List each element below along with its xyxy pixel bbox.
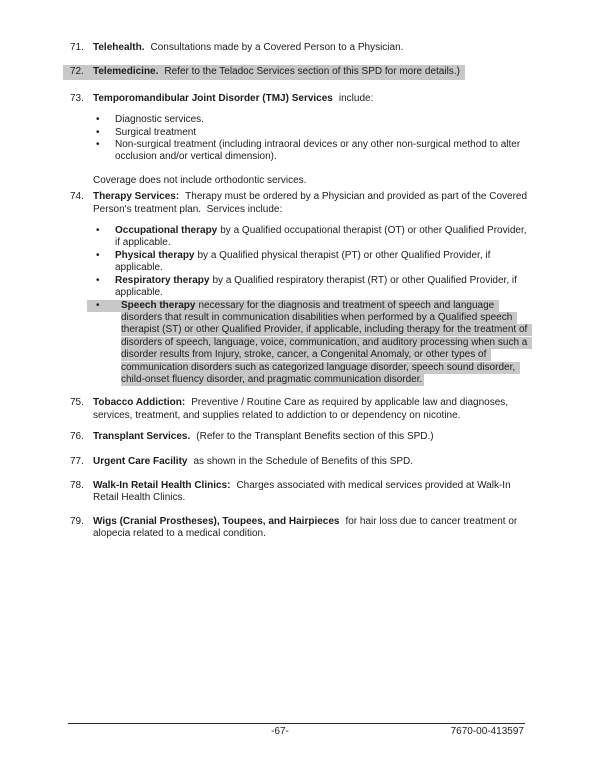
bullet-icon: • [96, 139, 100, 151]
item-term: Transplant Services. [93, 431, 191, 443]
definition-item-74 [70, 191, 532, 216]
item-number: 72. [70, 66, 84, 78]
item-text: (Refer to the Transplant Benefits section of this SPD.) [196, 431, 434, 443]
definition-item-71 [70, 42, 532, 54]
item-term: Urgent Care Facility [93, 455, 188, 467]
definition-item-72-highlighted [63, 65, 465, 79]
bullet-icon: • [87, 300, 121, 312]
bullet-lead: Speech therapy [121, 299, 196, 311]
item-text: Therapy must be ordered by a Physician and provided as part of the Covered Person's treatment plan. Services include: [93, 191, 530, 215]
highlighted-passage [121, 300, 532, 386]
bullet-icon: • [96, 249, 100, 261]
bullet-icon: • [96, 114, 100, 126]
item-text: Preventive / Routine Care as required by applicable law and diagnoses, services, treatment, and supplies related to addiction to or dependency on nicotine. [93, 397, 511, 421]
bullet-item [70, 250, 532, 275]
bullet-lead: Physical therapy [115, 249, 195, 261]
bullet-text: necessary for the diagnosis and treatment of speech and language disorders that result in communication disabilities when performed by a Qualified speech therapist (ST) or other Qualified Provider, if applicable, including therapy for the treatment of disorders of speech, language, voice, communication, and auditory processing when such a disorder results from Injury, stroke, cancer, a Congenital Anomaly, or other types of communication disorders such as categorized language disorder, speech sound disorder, child-onset fluency disorder, and pragmatic communication disorder. [121, 299, 531, 385]
definition-item-76 [70, 431, 532, 443]
bullet-item [70, 139, 532, 164]
bullet-item [70, 225, 532, 250]
item-text: Consultations made by a Covered Person to a Physician. [150, 42, 404, 53]
footer-rule [68, 723, 525, 724]
item-term: Telehealth. [93, 42, 145, 53]
item-number: 76. [70, 431, 84, 443]
bullet-icon: • [96, 225, 100, 237]
definition-item-79 [70, 516, 532, 541]
bullet-icon: • [96, 274, 100, 286]
item-term: Tobacco Addiction: [93, 397, 186, 409]
item-text: Charges associated with medical services provided at Walk-In Retail Health Clinics. [93, 479, 514, 504]
item-term: Wigs (Cranial Prostheses), Toupees, and Hairpieces [93, 515, 340, 527]
bullet-item-speech-highlighted [70, 300, 532, 387]
bullet-item [70, 275, 532, 300]
item-text: as shown in the Schedule of Benefits of this SPD. [193, 455, 414, 467]
item-text: Refer to the Teladoc Services section of this SPD for more details.) [164, 66, 460, 78]
bullet-text: by a Qualified respiratory therapist (RT) or other Qualified Provider, if applicable. [115, 274, 520, 299]
therapy-services-bullet-list [70, 225, 532, 386]
definition-item-75 [70, 397, 532, 422]
definition-item-77 [70, 456, 532, 468]
item-term: Telemedicine. [93, 66, 159, 78]
bullet-text: Diagnostic services. [115, 114, 204, 126]
bullet-text: Non-surgical treatment (including intraoral devices or any other non-surgical method to alter occlusion and/or vertical dimension). [115, 139, 523, 163]
definition-item-73 [70, 93, 532, 105]
item-term: Walk-In Retail Health Clinics: [93, 479, 231, 491]
item-number: 74. [70, 191, 84, 203]
item-number: 75. [70, 397, 84, 409]
item-text: for hair loss due to cancer treatment or alopecia related to a medical condition. [93, 515, 520, 540]
item-text: include: [338, 92, 374, 104]
tmj-services-bullet-list [70, 114, 532, 164]
item-number: 73. [70, 92, 84, 104]
coverage-note: Coverage does not include orthodontic services. [93, 174, 307, 186]
item-number: 71. [70, 42, 84, 53]
document-number: 7670-00-413597 [450, 726, 524, 737]
bullet-item [70, 127, 532, 139]
bullet-item [70, 114, 532, 126]
bullet-text: by a Qualified physical therapist (PT) or other Qualified Provider, if applicable. [115, 249, 494, 274]
item-number: 77. [70, 455, 84, 467]
item-term: Temporomandibular Joint Disorder (TMJ) Services [93, 92, 333, 104]
definition-item-78 [70, 480, 532, 505]
bullet-icon: • [96, 126, 100, 138]
bullet-lead: Occupational therapy [115, 225, 218, 237]
bullet-lead: Respiratory therapy [115, 274, 210, 286]
item-number: 78. [70, 479, 84, 491]
item-number: 79. [70, 515, 84, 527]
bullet-text: Surgical treatment [115, 126, 197, 138]
item-term: Therapy Services: [93, 191, 180, 203]
bullet-text: by a Qualified occupational therapist (OT) or other Qualified Provider, if applicable. [115, 225, 530, 249]
page-number: -67- [271, 726, 289, 737]
